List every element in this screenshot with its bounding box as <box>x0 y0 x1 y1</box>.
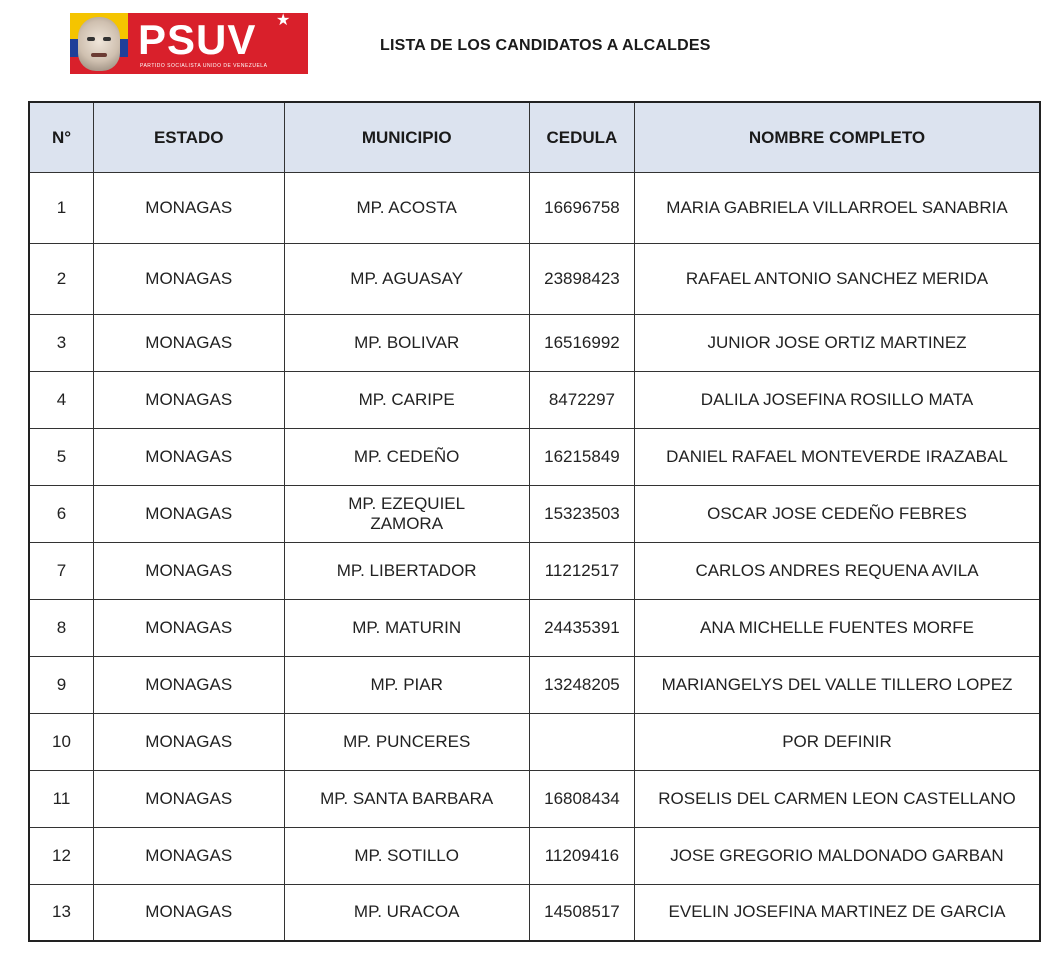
cell-nombre: ANA MICHELLE FUENTES MORFE <box>635 600 1041 657</box>
cell-estado: MONAGAS <box>93 315 284 372</box>
cell-nombre: RAFAEL ANTONIO SANCHEZ MERIDA <box>635 244 1041 315</box>
cell-municipio: MP. AGUASAY <box>284 244 529 315</box>
cell-nombre: ROSELIS DEL CARMEN LEON CASTELLANO <box>635 771 1041 828</box>
cell-cedula: 23898423 <box>529 244 634 315</box>
cell-number: 2 <box>29 244 93 315</box>
cell-estado: MONAGAS <box>93 173 284 244</box>
cell-number: 13 <box>29 885 93 941</box>
cell-nombre: OSCAR JOSE CEDEÑO FEBRES <box>635 486 1041 543</box>
cell-number: 4 <box>29 372 93 429</box>
cell-municipio: MP. SANTA BARBARA <box>284 771 529 828</box>
portrait-icon <box>78 17 120 71</box>
cell-cedula: 16516992 <box>529 315 634 372</box>
cell-municipio: MP. BOLIVAR <box>284 315 529 372</box>
header-nombre: NOMBRE COMPLETO <box>635 102 1041 173</box>
table-header-row <box>29 102 1040 173</box>
cell-municipio: MP. PUNCERES <box>284 714 529 771</box>
cell-estado: MONAGAS <box>93 543 284 600</box>
table-row <box>29 714 1040 771</box>
cell-number: 12 <box>29 828 93 885</box>
header-number: N° <box>29 102 93 173</box>
cell-estado: MONAGAS <box>93 244 284 315</box>
cell-nombre: POR DEFINIR <box>635 714 1041 771</box>
cell-number: 9 <box>29 657 93 714</box>
cell-cedula: 8472297 <box>529 372 634 429</box>
cell-municipio: MP. CARIPE <box>284 372 529 429</box>
cell-number: 6 <box>29 486 93 543</box>
cell-cedula: 14508517 <box>529 885 634 941</box>
cell-cedula: 11209416 <box>529 828 634 885</box>
cell-nombre: DANIEL RAFAEL MONTEVERDE IRAZABAL <box>635 429 1041 486</box>
cell-cedula: 16696758 <box>529 173 634 244</box>
cell-municipio: MP. LIBERTADOR <box>284 543 529 600</box>
cell-estado: MONAGAS <box>93 429 284 486</box>
page-title: LISTA DE LOS CANDIDATOS A ALCALDES <box>380 37 711 54</box>
cell-nombre: JOSE GREGORIO MALDONADO GARBAN <box>635 828 1041 885</box>
cell-nombre: CARLOS ANDRES REQUENA AVILA <box>635 543 1041 600</box>
cell-estado: MONAGAS <box>93 885 284 941</box>
cell-estado: MONAGAS <box>93 600 284 657</box>
cell-municipio: MP. ACOSTA <box>284 173 529 244</box>
table-row <box>29 244 1040 315</box>
table-row <box>29 771 1040 828</box>
cell-estado: MONAGAS <box>93 657 284 714</box>
cell-nombre: JUNIOR JOSE ORTIZ MARTINEZ <box>635 315 1041 372</box>
cell-municipio: MP. MATURIN <box>284 600 529 657</box>
cell-cedula: 11212517 <box>529 543 634 600</box>
cell-cedula: 13248205 <box>529 657 634 714</box>
cell-municipio: MP. CEDEÑO <box>284 429 529 486</box>
table-row <box>29 429 1040 486</box>
cell-nombre: DALILA JOSEFINA ROSILLO MATA <box>635 372 1041 429</box>
table-row <box>29 657 1040 714</box>
logo-tagline: PARTIDO SOCIALISTA UNIDO DE VENEZUELA <box>140 63 268 69</box>
cell-cedula: 16808434 <box>529 771 634 828</box>
cell-number: 10 <box>29 714 93 771</box>
table-row <box>29 486 1040 543</box>
cell-estado: MONAGAS <box>93 828 284 885</box>
table-row <box>29 828 1040 885</box>
cell-estado: MONAGAS <box>93 714 284 771</box>
cell-estado: MONAGAS <box>93 486 284 543</box>
cell-number: 3 <box>29 315 93 372</box>
cell-cedula: 16215849 <box>529 429 634 486</box>
cell-estado: MONAGAS <box>93 372 284 429</box>
portrait-flag-icon <box>70 13 128 74</box>
cell-cedula: 24435391 <box>529 600 634 657</box>
psuv-logo <box>70 13 308 74</box>
cell-nombre: MARIANGELYS DEL VALLE TILLERO LOPEZ <box>635 657 1041 714</box>
table-row <box>29 885 1040 941</box>
table-row <box>29 372 1040 429</box>
cell-municipio: MP. EZEQUIEL ZAMORA <box>284 486 529 543</box>
candidates-table <box>28 101 1041 942</box>
cell-number: 7 <box>29 543 93 600</box>
header-estado: ESTADO <box>93 102 284 173</box>
header-municipio: MUNICIPIO <box>284 102 529 173</box>
table-row <box>29 543 1040 600</box>
table-row <box>29 315 1040 372</box>
header-cedula: CEDULA <box>529 102 634 173</box>
cell-number: 1 <box>29 173 93 244</box>
cell-nombre: EVELIN JOSEFINA MARTINEZ DE GARCIA <box>635 885 1041 941</box>
cell-municipio: MP. URACOA <box>284 885 529 941</box>
cell-estado: MONAGAS <box>93 771 284 828</box>
table-body <box>29 173 1040 941</box>
cell-number: 5 <box>29 429 93 486</box>
star-icon: ★ <box>276 12 291 29</box>
cell-municipio: MP. PIAR <box>284 657 529 714</box>
cell-number: 8 <box>29 600 93 657</box>
table-row <box>29 173 1040 244</box>
logo-wordmark: PSUV <box>138 16 257 63</box>
cell-number: 11 <box>29 771 93 828</box>
cell-nombre: MARIA GABRIELA VILLARROEL SANABRIA <box>635 173 1041 244</box>
cell-cedula <box>529 714 634 771</box>
cell-cedula: 15323503 <box>529 486 634 543</box>
cell-municipio: MP. SOTILLO <box>284 828 529 885</box>
logo-brand <box>128 13 308 74</box>
table-row <box>29 600 1040 657</box>
